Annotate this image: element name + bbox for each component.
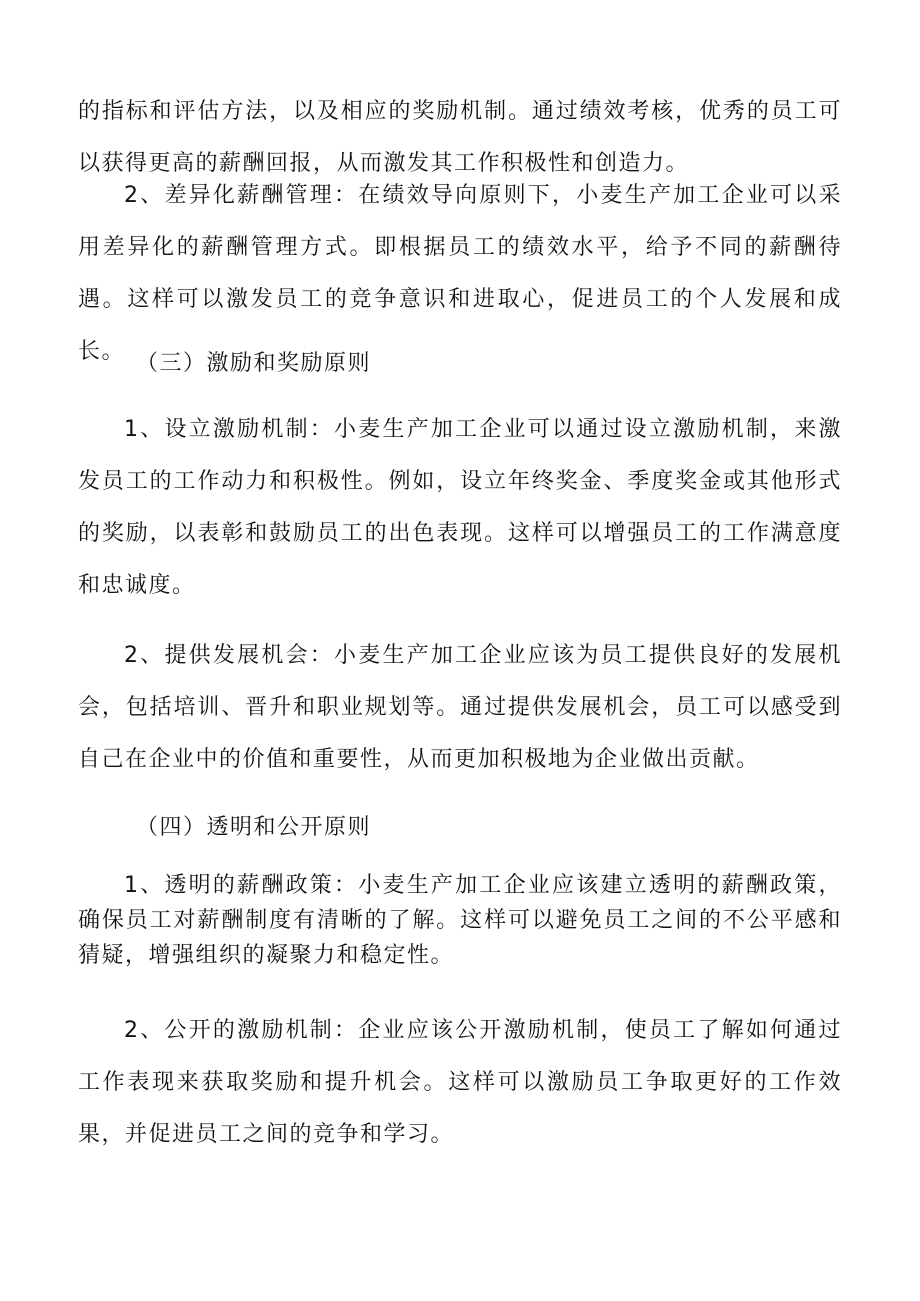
section-heading-incentive: （三）激励和奖励原则 — [136, 351, 372, 376]
paragraph-performance-continuation: 的指标和评估方法，以及相应的奖励机制。通过绩效考核，优秀的员工可以获得更高的薪酬回报，从而激发其工作积极性和创造力。 — [78, 99, 842, 176]
paragraph-open-incentive-mechanism: 2、公开的激励机制：企业应该公开激励机制，使员工了解如何通过工作表现来获取奖励和提升机会。这样可以激励员工争取更好的工作效果，并促进员工之间的竞争和学习。 — [78, 1018, 842, 1147]
paragraph-incentive-mechanism: 1、设立激励机制：小麦生产加工企业可以通过设立激励机制，来激发员工的工作动力和积极性。例如，设立年终奖金、季度奖金或其他形式的奖励，以表彰和鼓励员工的出色表现。这样可以增强员工的工作满意度和忠诚度。 — [78, 417, 842, 598]
section-heading-transparency: （四）透明和公开原则 — [136, 815, 372, 840]
paragraph-development-opportunities: 2、提供发展机会：小麦生产加工企业应该为员工提供良好的发展机会，包括培训、晋升和职业规划等。通过提供发展机会，员工可以感受到自己在企业中的价值和重要性，从而更加积极地为企业做出贡献。 — [78, 643, 842, 772]
paragraph-differentiated-pay: 2、差异化薪酬管理：在绩效导向原则下，小麦生产加工企业可以采用差异化的薪酬管理方式。即根据员工的绩效水平，给予不同的薪酬待遇。这样可以激发员工的竞争意识和进取心，促进员工的个人发展和成长。 — [78, 183, 842, 364]
paragraph-transparent-pay-policy: 1、透明的薪酬政策：小麦生产加工企业应该建立透明的薪酬政策，确保员工对薪酬制度有清晰的了解。这样可以避免员工之间的不公平感和猜疑，增强组织的凝聚力和稳定性。 — [78, 873, 842, 968]
